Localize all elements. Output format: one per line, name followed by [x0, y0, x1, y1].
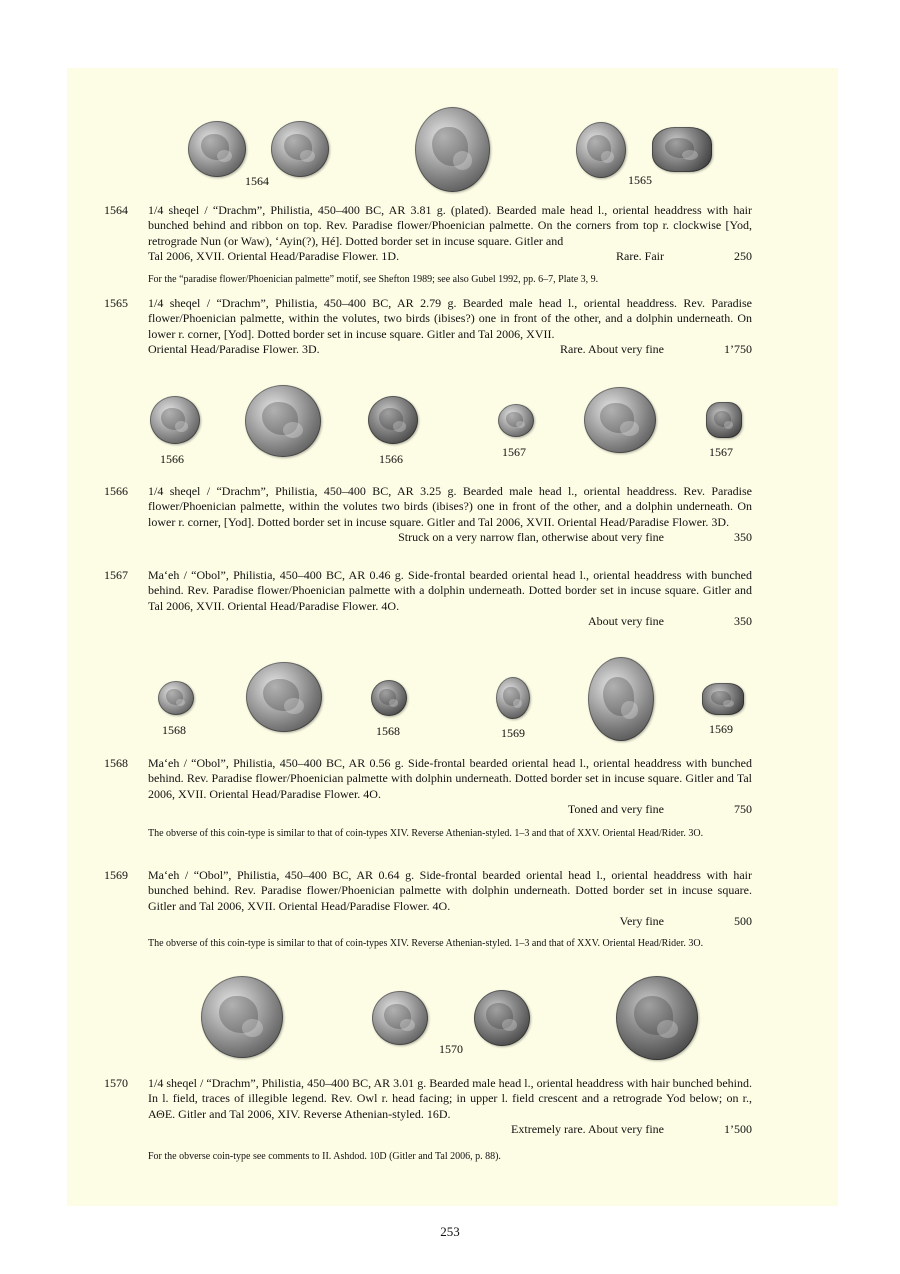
lot-price: 350: [734, 613, 752, 628]
lot-description: 1/4 sheqel / “Drachm”, Philistia, 450–400 BC, AR 3.01 g. Bearded male head l., oriental headdress with hair bunched behind. In l. field, traces of illegible legend. Rev. Owl r. head facing; in upper l. field crescent and a retrograde Yod below; on r., ΑΘΕ. Gitler and Tal 2006, XIV. Reverse Athenian-styled. 16D.: [148, 1076, 752, 1121]
lot-entry-1564: [104, 203, 754, 264]
coin-image-1570-obverse: [372, 991, 428, 1045]
lot-number: 1564: [104, 203, 128, 217]
coin-caption: 1569: [709, 722, 733, 736]
lot-price: 1’500: [724, 1121, 752, 1136]
lot-description: Ma‘eh / “Obol”, Philistia, 450–400 BC, AR 0.64 g. Side-frontal bearded oriental head l., oriental headdress with hair bunched behind. Rev. Paradise flower/Phoenician palmette with dolphin underneath. Dotted border set in incuse square. Gitler and Tal 2006, XVII. Oriental Head/Paradise Flower. 4O.: [148, 868, 752, 913]
lot-grade: Extremely rare. About very fine: [511, 1121, 664, 1136]
lot-grade: About very fine: [588, 613, 664, 628]
lot-description: 1/4 sheqel / “Drachm”, Philistia, 450–400 BC, AR 3.25 g. Bearded male head l., oriental headdress. Rev. Paradise flower/Phoenician palmette, within the volutes two birds (ibises?) one in front of the other, and a dolphin underneath. On lower r. corner, [Yod]. Dotted border set in incuse square. Gitler and Tal 2006, XVII. Oriental Head/Paradise Flower. 3D.: [148, 484, 752, 529]
lot-description: Ma‘eh / “Obol”, Philistia, 450–400 BC, AR 0.56 g. Side-frontal bearded oriental head l., oriental headdress with bunched behind. Rev. Paradise flower/Phoenician palmette with dolphin underneath. Dotted border set in incuse square. Gitler and Tal 2006, XVII. Oriental Head/Paradise Flower. 4O.: [148, 756, 752, 801]
lot-note-1564: For the “paradise flower/Phoenician palmette” motif, see Shefton 1989; see also Gubel 1992, pp. 6–7, Plate 3, 9.: [148, 274, 599, 285]
lot-price: 1’750: [724, 341, 752, 356]
coin-image-1568-reverse: [371, 680, 407, 716]
lot-entry-1566: [104, 484, 754, 545]
lot-price: 250: [734, 248, 752, 263]
lot-number: 1565: [104, 296, 128, 310]
lot-description: 1/4 sheqel / “Drachm”, Philistia, 450–400 BC, AR 2.79 g. Bearded male head l., oriental headdress. Rev. Paradise flower/Phoenician palmette, within the volutes, two birds (ibises?) one in front of the other, and a dolphin underneath. On lower r. corner, [Yod]. Dotted border set in incuse square. Gitler and Tal 2006, XVII.: [148, 296, 752, 341]
lot-price: 750: [734, 801, 752, 816]
lot-description: Ma‘eh / “Obol”, Philistia, 450–400 BC, AR 0.46 g. Side-frontal bearded oriental head l., oriental headdress with bunched behind. Rev. Paradise flower/Phoenician palmette with a dolphin underneath. Dotted border set in incuse square. Gitler and Tal 2006, XVII. Oriental Head/Paradise Flower. 4O.: [148, 568, 752, 613]
coin-image-1565-reverse: [652, 127, 712, 172]
lot-grade: Struck on a very narrow flan, otherwise about very fine: [398, 529, 664, 544]
lot-grade: Very fine: [619, 913, 664, 928]
coin-caption: 1567: [502, 445, 526, 459]
coin-image-1567-reverse: [706, 402, 742, 438]
lot-description-last-line: Oriental Head/Paradise Flower. 3D.: [148, 341, 320, 356]
lot-note-1570: For the obverse coin-type see comments to II. Ashdod. 10D (Gitler and Tal 2006, p. 88).: [148, 1151, 501, 1162]
lot-description: 1/4 sheqel / “Drachm”, Philistia, 450–400 BC, AR 3.81 g. (plated). Bearded male head l., oriental headdress with hair bunched behind and ribbon on top. Rev. Paradise flower/Phoenician palmette. On the corners from top r. clockwise [Yod, retrograde Nun (or Waw), ‘Ayin(?), Hé]. Dotted border set in incuse square. Gitler and: [148, 203, 752, 248]
lot-grade: Rare. Fair: [616, 248, 664, 263]
coin-caption: 1567: [709, 445, 733, 459]
coin-image-1570-reverse-enlarged: [616, 976, 698, 1060]
coin-image-1569-obverse: [496, 677, 530, 719]
lot-entry-1567: [104, 568, 754, 629]
lot-grade: Toned and very fine: [567, 801, 664, 816]
coin-caption: 1566: [160, 452, 184, 466]
coin-caption: 1568: [376, 724, 400, 738]
lot-entry-1565: [104, 296, 754, 357]
lot-note-1569: The obverse of this coin-type is similar to that of coin-types XIV. Reverse Athenian-styled. 1–3 and that of XXV. Oriental Head/Rider. 3O.: [148, 938, 704, 949]
coin-caption: 1565: [628, 173, 652, 187]
coin-image-1566-obverse-enlarged: [245, 385, 321, 457]
lot-number: 1570: [104, 1076, 128, 1090]
coin-image-1564-reverse: [271, 121, 329, 177]
coin-image-1568-obverse-enlarged: [246, 662, 322, 732]
coin-image-1566-obverse: [150, 396, 200, 444]
page-number: 253: [440, 1224, 460, 1239]
coin-caption: 1564: [245, 174, 269, 188]
coin-caption: 1570: [439, 1042, 463, 1056]
lot-number: 1567: [104, 568, 128, 582]
coin-caption: 1568: [162, 723, 186, 737]
coin-caption: 1569: [501, 726, 525, 740]
lot-description-last-line: Tal 2006, XVII. Oriental Head/Paradise Flower. 1D.: [148, 248, 400, 263]
lot-price: 500: [734, 913, 752, 928]
lot-number: 1569: [104, 868, 128, 882]
coin-image-1567-obverse: [498, 404, 534, 437]
coin-image-1564-obverse: [188, 121, 246, 177]
lot-number: 1568: [104, 756, 128, 770]
coin-caption: 1566: [379, 452, 403, 466]
coin-image-1570-reverse: [474, 990, 530, 1046]
coin-image-1569-obverse-enlarged: [588, 657, 654, 741]
lot-price: 350: [734, 529, 752, 544]
lot-entry-1568: [104, 756, 754, 817]
coin-image-1570-obverse-enlarged: [201, 976, 283, 1058]
coin-image-1567-obverse-enlarged: [584, 387, 656, 453]
coin-image-1569-reverse: [702, 683, 744, 715]
coin-image-1566-reverse: [368, 396, 418, 444]
coin-image-1565-obverse-enlarged: [415, 107, 490, 192]
lot-entry-1570: [104, 1076, 754, 1137]
coin-image-1568-obverse: [158, 681, 194, 715]
lot-note-1568: The obverse of this coin-type is similar to that of coin-types XIV. Reverse Athenian-styled. 1–3 and that of XXV. Oriental Head/Rider. 3O.: [148, 828, 704, 839]
lot-grade: Rare. About very fine: [560, 341, 664, 356]
coin-image-1565-obverse: [576, 122, 626, 178]
lot-number: 1566: [104, 484, 128, 498]
lot-entry-1569: [104, 868, 754, 929]
